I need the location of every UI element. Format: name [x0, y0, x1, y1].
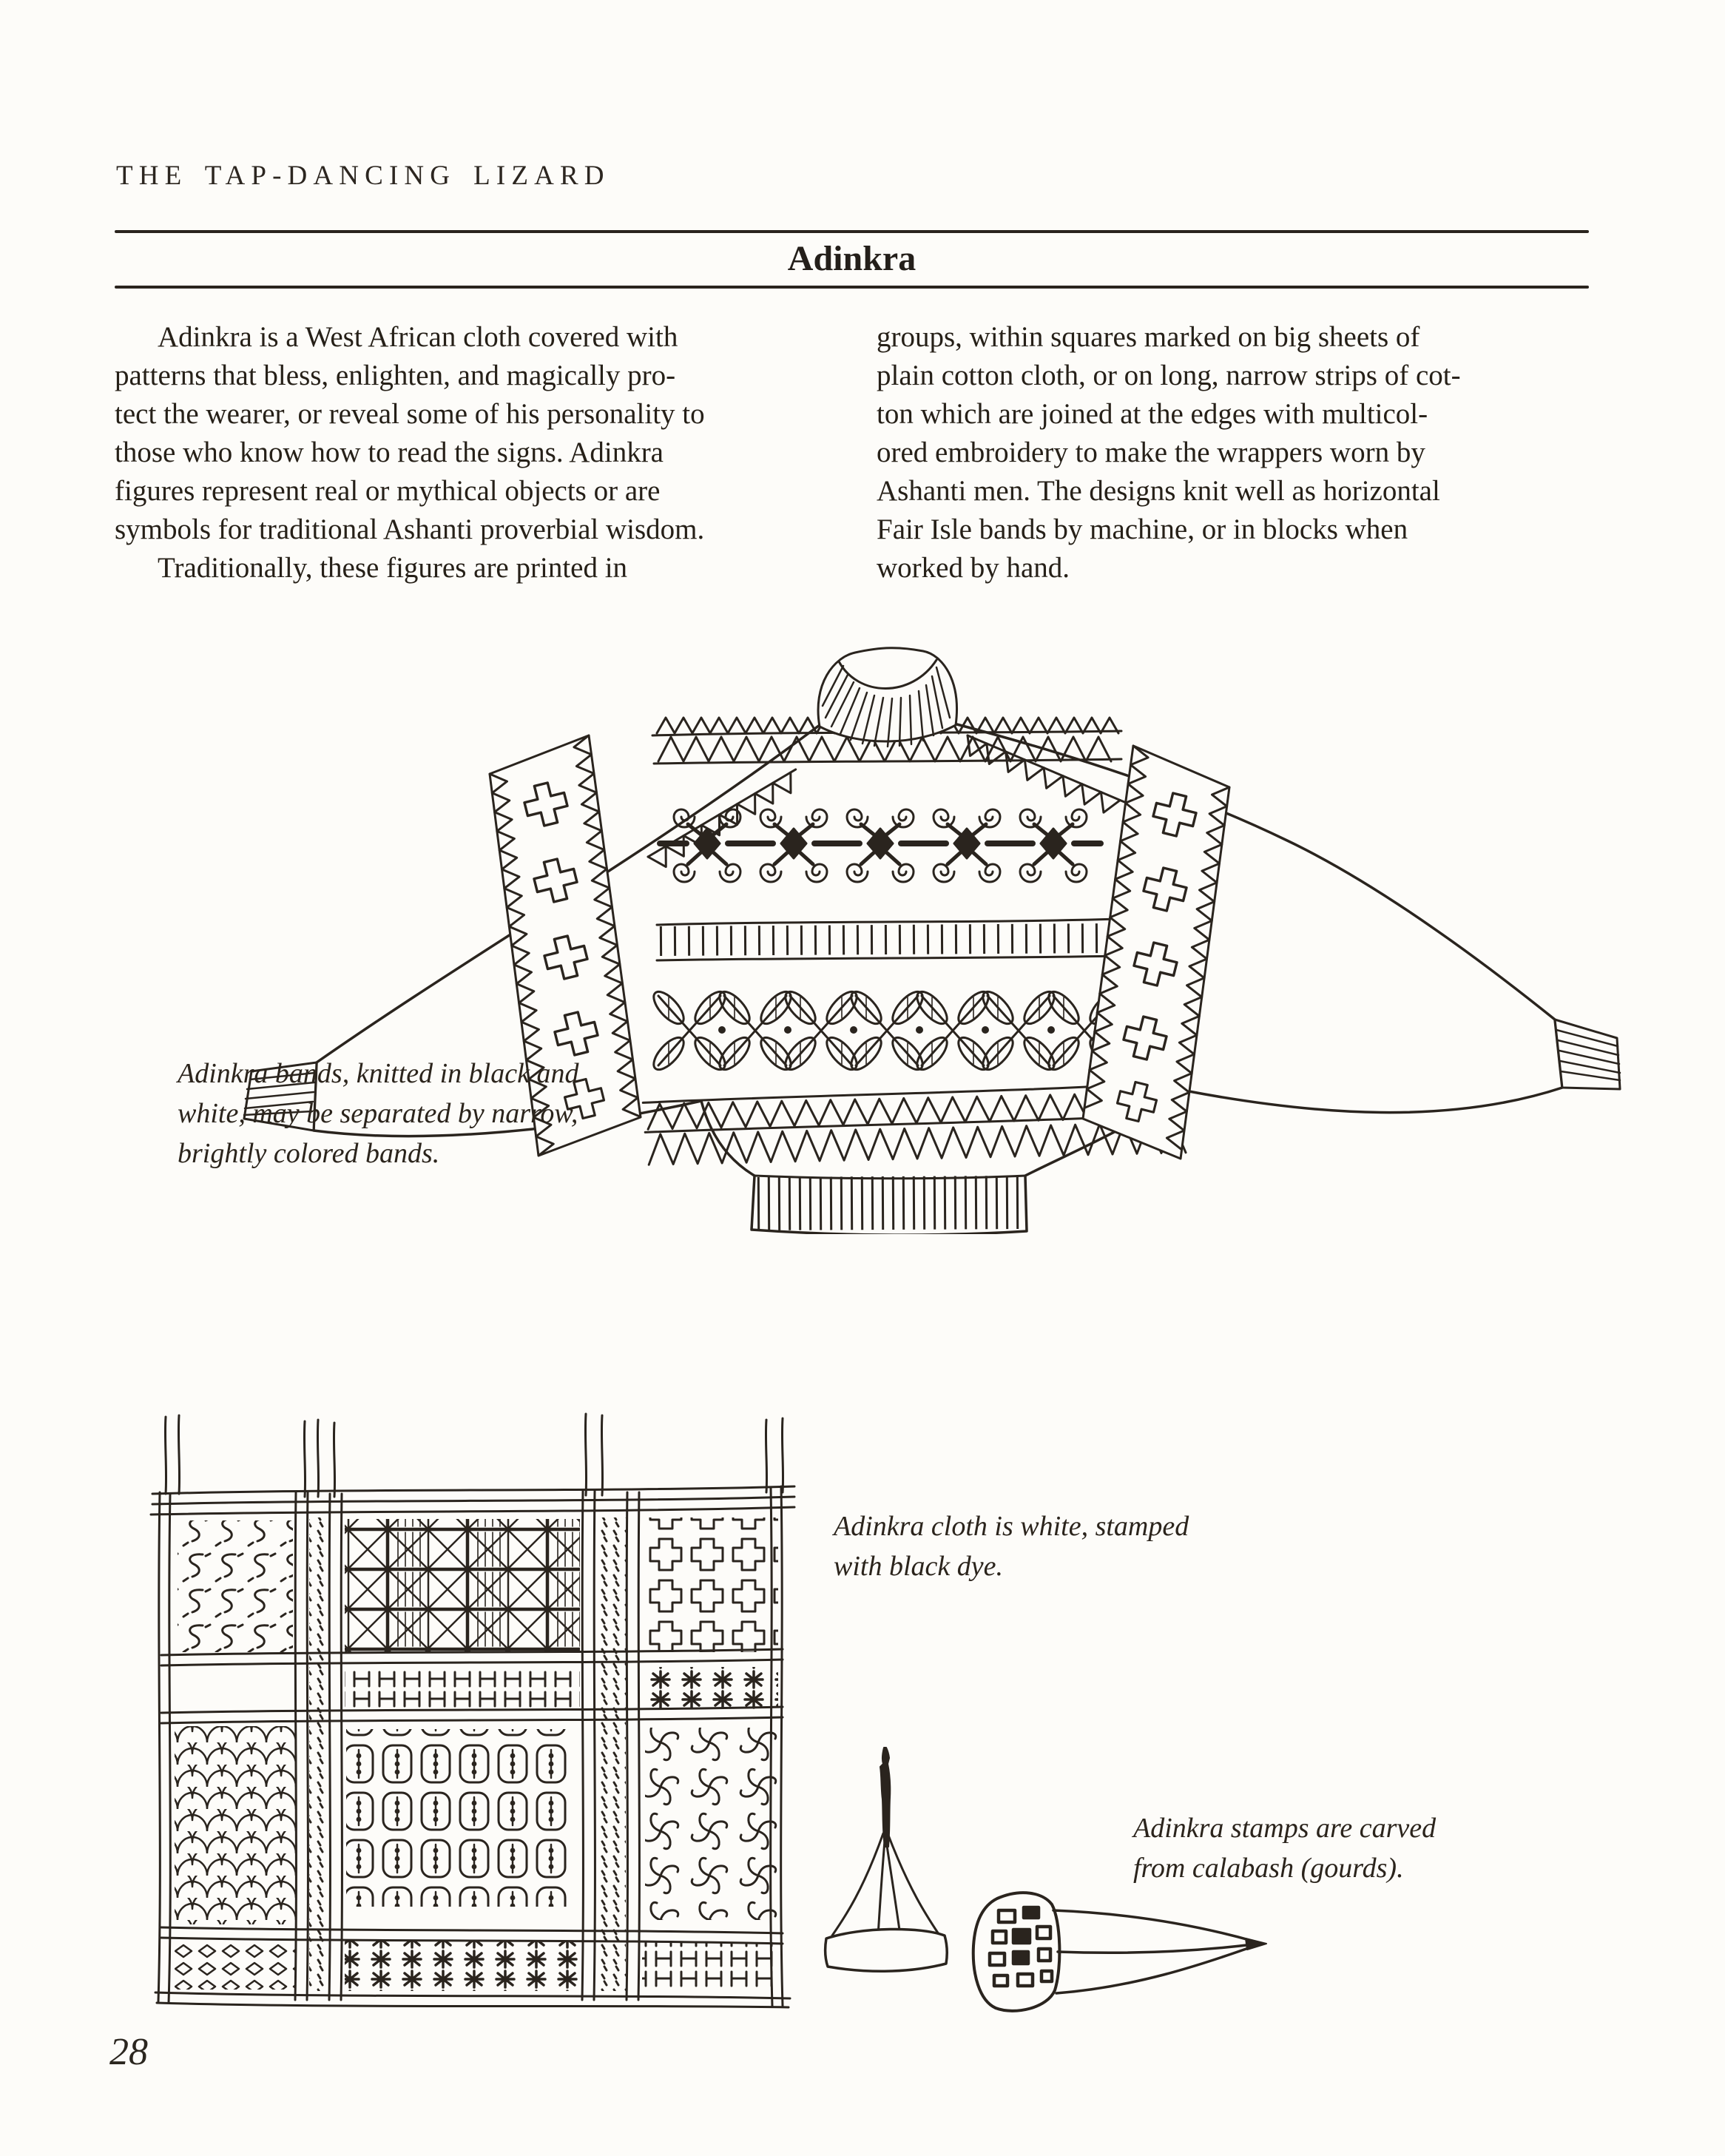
figure-stamp-cone — [810, 1745, 973, 2004]
stamps-caption — [1133, 1808, 1547, 1888]
text-line: from calabash (gourds). — [1133, 1853, 1404, 1884]
curl-cell — [178, 1520, 293, 1652]
text-line: ton which are joined at the edges with multicol- — [877, 398, 1428, 430]
diamond-band-cell — [175, 1944, 296, 1990]
text-line: brightly colored bands. — [178, 1138, 440, 1169]
text-line: Adinkra bands, knitted in black and — [178, 1058, 579, 1089]
stamp-cone-drawing — [810, 1745, 973, 2004]
lattice-cell — [345, 1519, 580, 1652]
top-rule — [115, 230, 1589, 233]
scale-cell — [175, 1726, 296, 1924]
figure-cloth — [148, 1409, 799, 2016]
text-line: with black dye. — [834, 1551, 1003, 1582]
text-line: those who know how to read the signs. Adinkra — [115, 437, 664, 468]
text-line: white, may be separated by narrow, — [178, 1098, 578, 1129]
text-line: groups, within squares marked on big sheets of — [877, 321, 1420, 353]
sweater-caption — [178, 1054, 695, 1173]
text-line: plain cotton cloth, or on long, narrow strips of cot- — [877, 360, 1461, 391]
text-line: Ashanti men. The designs knit well as horizontal — [877, 475, 1440, 507]
hanging-straps — [165, 1414, 783, 1497]
cuff-right — [1555, 1020, 1620, 1089]
sweater-collar — [818, 648, 956, 747]
ladder-band-cell — [345, 1668, 580, 1710]
cloth-drawing — [148, 1409, 799, 2016]
page-title: Adinkra — [787, 239, 916, 278]
h-band-cell — [642, 1942, 780, 1990]
text-line: figures represent real or mythical objects or are — [115, 475, 661, 507]
page-number: 28 — [109, 2031, 148, 2073]
text-line: ored embroidery to make the wrappers worn by — [877, 437, 1425, 468]
bottom-rule — [115, 286, 1589, 289]
body-column-right — [877, 318, 1590, 587]
text-line: patterns that bless, enlighten, and magically pro- — [115, 360, 676, 391]
star-band-cell — [644, 1667, 778, 1710]
running-head: THE TAP-DANCING LIZARD — [116, 161, 610, 191]
text-line: Fair Isle bands by machine, or in blocks when — [877, 513, 1408, 545]
text-line: worked by hand. — [877, 552, 1070, 584]
pinwheel-cell — [645, 1728, 778, 1920]
asterisk-band-cell — [345, 1941, 581, 1991]
text-line: Adinkra is a West African cloth covered with — [158, 321, 678, 353]
text-line: tect the wearer, or reveal some of his personality to — [115, 398, 705, 430]
text-line: symbols for traditional Ashanti proverbial wisdom. — [115, 513, 705, 545]
dotted-sash-left — [309, 1517, 328, 1991]
text-line: Adinkra stamps are carved — [1133, 1813, 1437, 1844]
text-line: Adinkra cloth is white, stamped — [834, 1511, 1189, 1542]
text-line: Traditionally, these figures are printed in — [158, 552, 628, 584]
cross-cell — [644, 1517, 778, 1652]
figure-stamp-side — [953, 1878, 1271, 2026]
body-column-left — [115, 318, 825, 587]
cloth-caption — [834, 1506, 1307, 1586]
dotted-sash-right — [596, 1517, 626, 1991]
stamp-side-drawing — [953, 1878, 1271, 2026]
cowrie-cell — [346, 1729, 568, 1907]
